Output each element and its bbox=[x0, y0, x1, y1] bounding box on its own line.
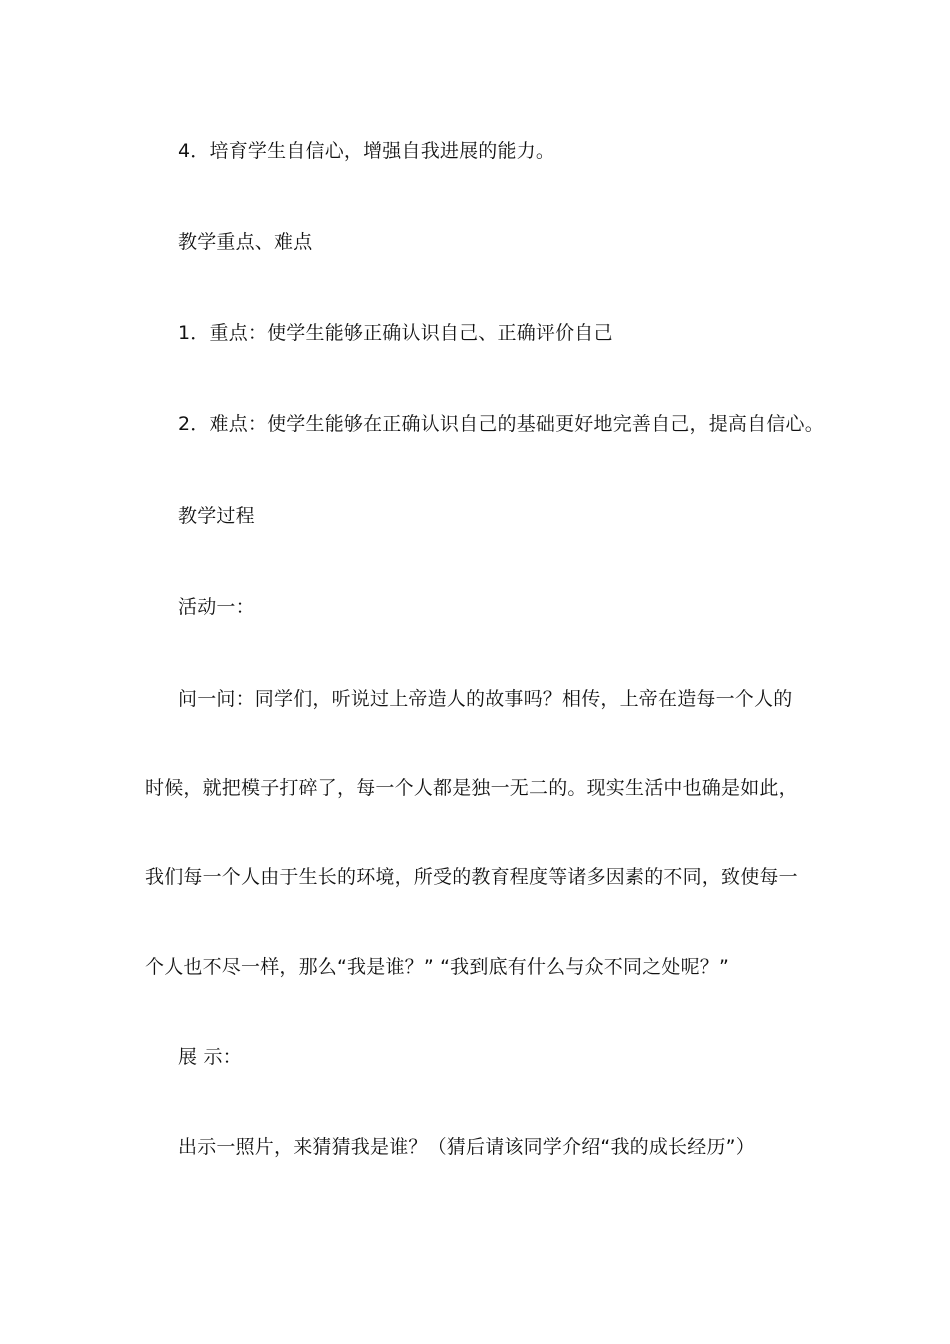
key-point-item-2: 2．难点：使学生能够在正确认识自己的基础更好地完善自己，提高自信心。 bbox=[178, 413, 824, 435]
section-heading-key-points: 教学重点、难点 bbox=[178, 231, 313, 253]
display-description: 出示一照片，来猜猜我是谁？（猜后请该同学介绍“我的成长经历”） bbox=[178, 1136, 755, 1158]
activity-heading: 活动一： bbox=[178, 596, 255, 618]
paragraph-line-1: 问一问：同学们，听说过上帝造人的故事吗？相传，上帝在造每一个人的 bbox=[178, 688, 793, 710]
display-heading: 展 示： bbox=[178, 1046, 242, 1068]
section-heading-process: 教学过程 bbox=[178, 505, 255, 527]
paragraph-line-3: 我们每一个人由于生长的环境，所受的教育程度等诸多因素的不同，致使每一 bbox=[145, 866, 798, 888]
key-point-item-1: 1．重点：使学生能够正确认识自己、正确评价自己 bbox=[178, 322, 613, 344]
objective-item-4: 4．培育学生自信心，增强自我进展的能力。 bbox=[178, 140, 556, 162]
paragraph-line-2: 时候，就把模子打碎了，每一个人都是独一无二的。现实生活中也确是如此， bbox=[145, 777, 798, 799]
paragraph-line-4: 个人也不尽一样，那么“我是谁？” “我到底有什么与众不同之处呢？” bbox=[145, 956, 730, 978]
